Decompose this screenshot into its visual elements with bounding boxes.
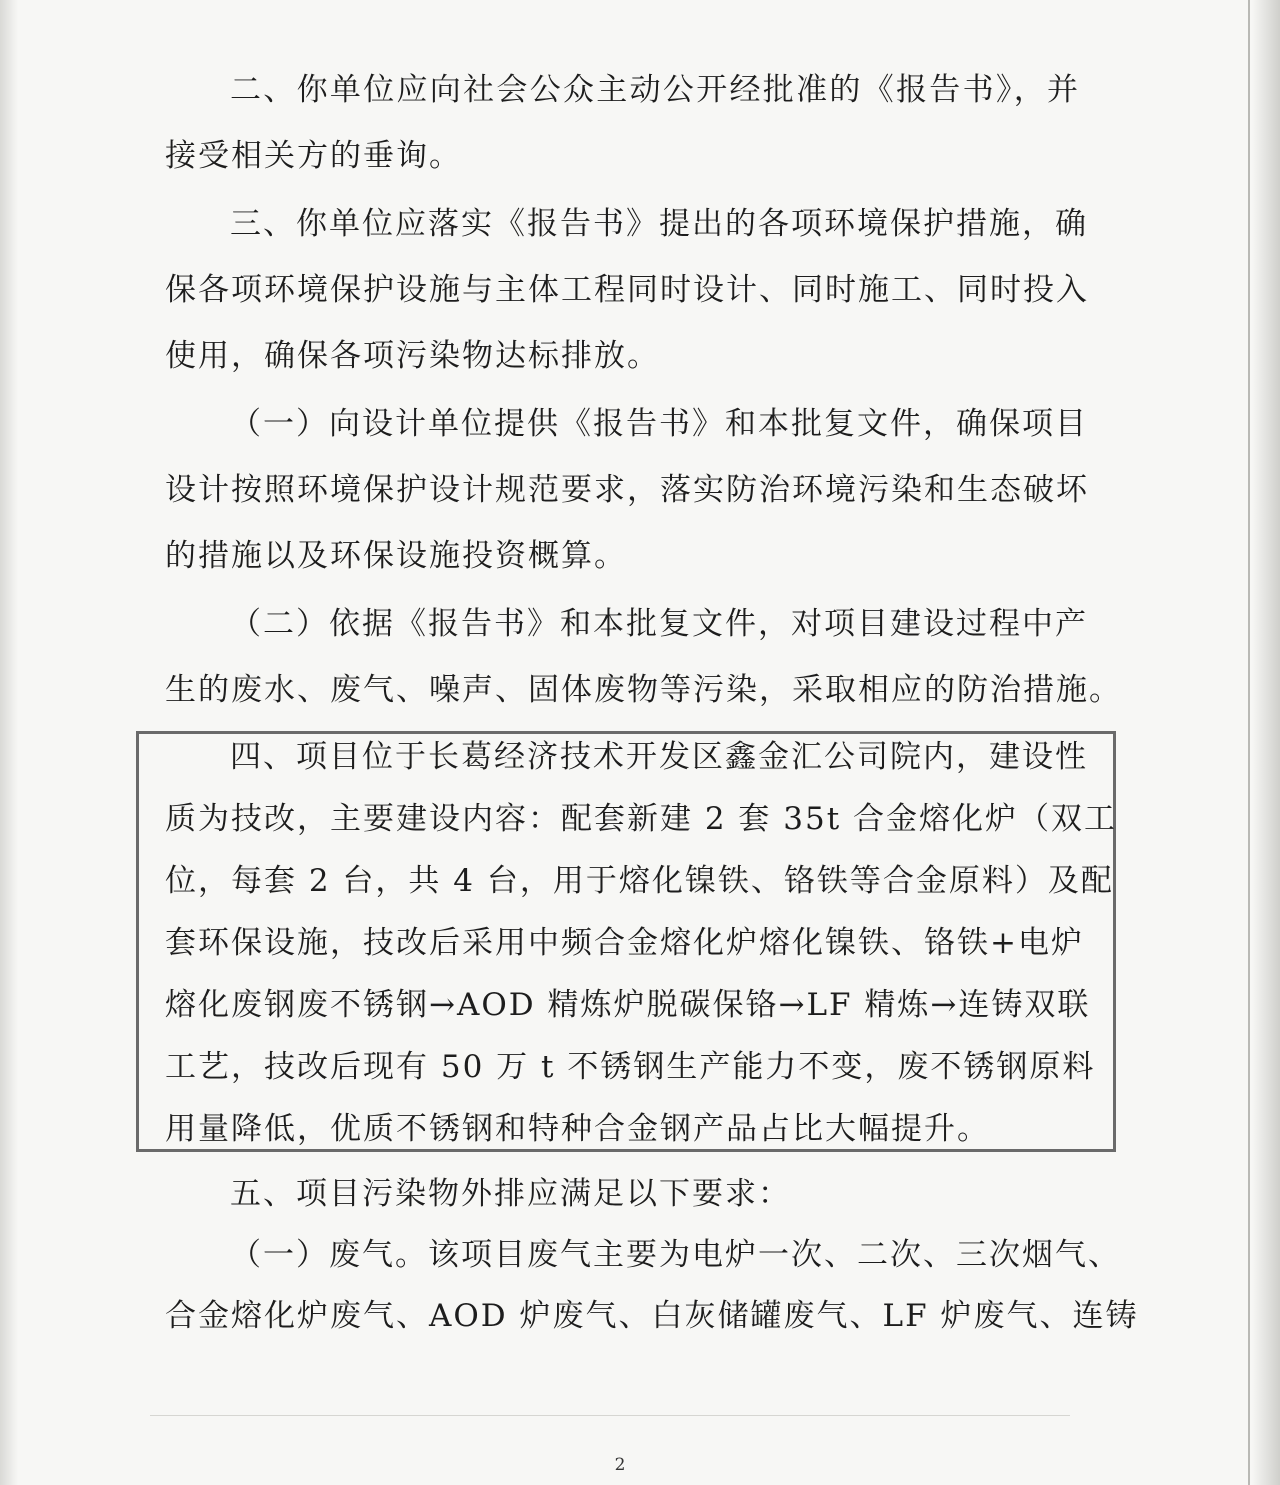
paragraph-3-1-line-2: 设计按照环境保护设计规范要求，落实防治环境污染和生态破坏 <box>165 472 1089 508</box>
paragraph-4-line-3: 位，每套 2 台，共 4 台，用于熔化镍铁、铬铁等合金原料）及配 <box>165 863 1114 899</box>
paragraph-3-line-2: 保各项环境保护设施与主体工程同时设计、同时施工、同时投入 <box>165 272 1089 308</box>
paragraph-3-line-1: 三、你单位应落实《报告书》提出的各项环境保护措施，确 <box>230 206 1088 242</box>
footer-rule <box>150 1415 1070 1416</box>
paragraph-3-line-3: 使用，确保各项污染物达标排放。 <box>165 338 660 374</box>
paragraph-5-line-1: 五、项目污染物外排应满足以下要求： <box>230 1176 791 1212</box>
paragraph-4-line-7: 用量降低，优质不锈钢和特种合金钢产品占比大幅提升。 <box>165 1111 990 1147</box>
paragraph-4-line-1: 四、项目位于长葛经济技术开发区鑫金汇公司院内，建设性 <box>230 739 1088 775</box>
paragraph-3-1-line-3: 的措施以及环保设施投资概算。 <box>165 538 627 574</box>
paragraph-4-line-4: 套环保设施，技改后采用中频合金熔化炉熔化镍铁、铬铁+电炉 <box>165 925 1084 961</box>
paragraph-3-2-line-2: 生的废水、废气、噪声、固体废物等污染，采取相应的防治措施。 <box>165 672 1122 708</box>
paragraph-3-1-line-1: （一）向设计单位提供《报告书》和本批复文件，确保项目 <box>230 406 1088 442</box>
paragraph-5-1-line-2: 合金熔化炉废气、AOD 炉废气、白灰储罐废气、LF 炉废气、连铸 <box>165 1298 1139 1334</box>
paragraph-4-line-2: 质为技改，主要建设内容：配套新建 2 套 35t 合金熔化炉（双工 <box>165 801 1118 837</box>
scan-edge <box>1248 0 1250 1485</box>
paragraph-4-line-6: 工艺，技改后现有 50 万 t 不锈钢生产能力不变，废不锈钢原料 <box>165 1049 1096 1085</box>
paragraph-4-line-5: 熔化废钢废不锈钢→AOD 精炼炉脱碳保铬→LF 精炼→连铸双联 <box>165 987 1091 1023</box>
paragraph-2-line-1: 二、你单位应向社会公众主动公开经批准的《报告书》，并 <box>230 72 1080 108</box>
page-number: 2 <box>614 1455 626 1475</box>
paragraph-2-line-2: 接受相关方的垂询。 <box>165 138 462 174</box>
paragraph-3-2-line-1: （二）依据《报告书》和本批复文件，对项目建设过程中产 <box>230 606 1088 642</box>
paragraph-5-1-line-1: （一）废气。该项目废气主要为电炉一次、二次、三次烟气、 <box>230 1237 1121 1273</box>
